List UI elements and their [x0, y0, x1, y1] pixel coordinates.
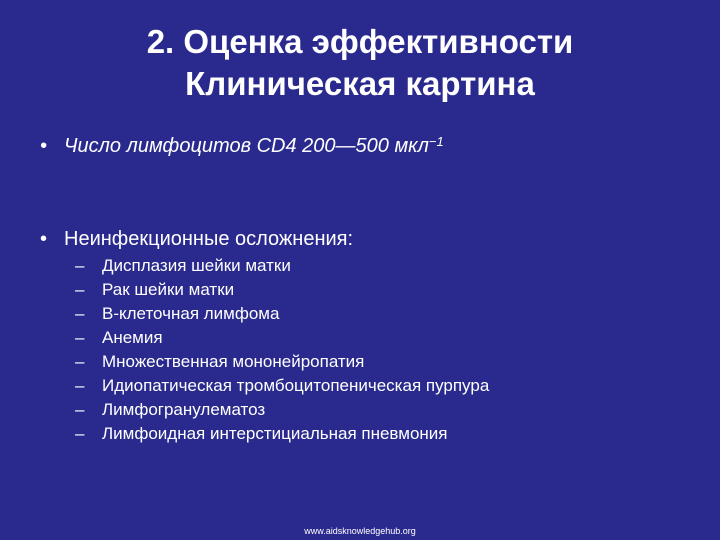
list-item-text: B-клеточная лимфома	[102, 304, 280, 323]
list-item	[75, 254, 489, 278]
list-item-text: Лимфоидная интерстициальная пневмония	[102, 424, 448, 443]
list-item	[75, 422, 489, 446]
bullet-cd4-count	[40, 134, 444, 158]
list-item-text: Дисплазия шейки матки	[102, 256, 291, 275]
dash-marker: –	[75, 280, 85, 299]
list-item	[75, 374, 489, 398]
list-item	[75, 398, 489, 422]
bullet-text: Неинфекционные осложнения:	[64, 228, 354, 250]
list-item-text: Множественная мононейропатия	[102, 352, 365, 371]
complications-list	[75, 254, 489, 446]
title-line-1: 2. Оценка эффективности	[146, 23, 574, 60]
bullet-text: Число лимфоцитов CD4 200—500 мкл	[64, 135, 429, 157]
list-item-text: Идиопатическая тромбоцитопеническая пурпура	[102, 376, 490, 395]
list-item-text: Рак шейки матки	[102, 280, 235, 299]
bullet-marker: •	[40, 228, 48, 250]
slide-title	[0, 22, 720, 104]
list-item	[75, 278, 489, 302]
bullet-noninfectious-complications	[40, 227, 353, 251]
list-item-text: Лимфогранулематоз	[102, 400, 266, 419]
dash-marker: –	[75, 424, 85, 443]
dash-marker: –	[75, 376, 85, 395]
bullet-marker: •	[40, 135, 48, 157]
dash-marker: –	[75, 352, 85, 371]
dash-marker: –	[75, 256, 85, 275]
bullet-superscript: −1	[428, 134, 444, 149]
dash-marker: –	[75, 328, 85, 347]
footer-url[interactable]: www.aidsknowledgehub.org	[304, 526, 416, 536]
list-item	[75, 302, 489, 326]
list-item-text: Анемия	[102, 328, 163, 347]
dash-marker: –	[75, 304, 85, 323]
list-item	[75, 350, 489, 374]
title-line-2: Клиническая картина	[185, 65, 535, 102]
list-item	[75, 326, 489, 350]
dash-marker: –	[75, 400, 85, 419]
